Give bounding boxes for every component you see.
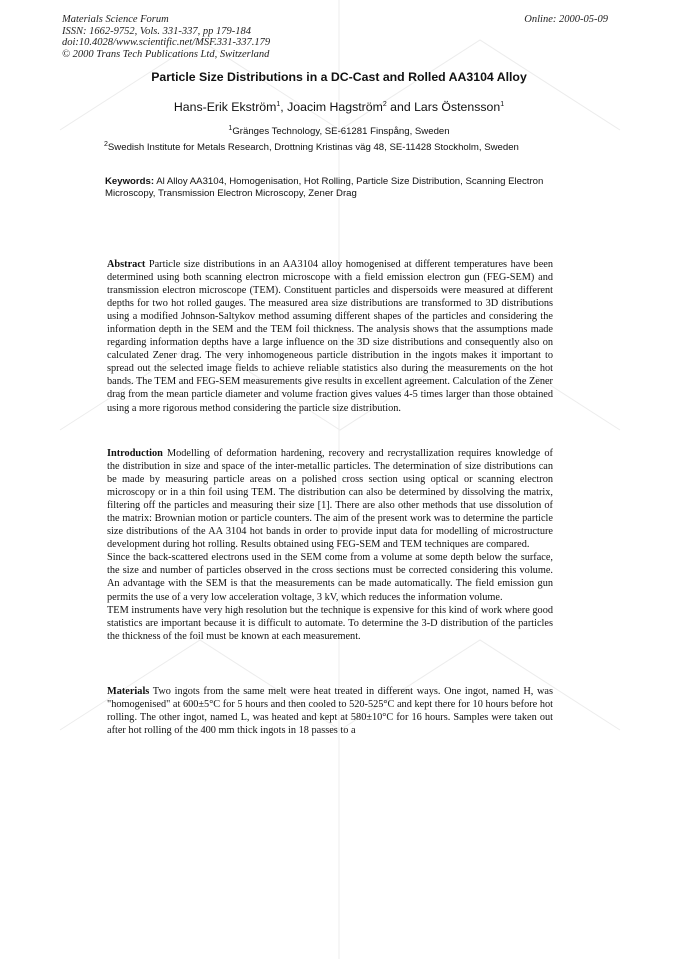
affiliation-1 [0, 126, 678, 137]
keywords-text: Al Alloy AA3104, Homogenisation, Hot Rolling, Particle Size Distribution, Scanning Electron Microscopy, Transmission Electron Microscopy, Zener Drag [105, 176, 544, 200]
paper-title: Particle Size Distributions in a DC-Cast and Rolled AA3104 Alloy [151, 70, 527, 84]
materials-text: Two ingots from the same melt were heat treated in different ways. One ingot, named H, was "homogenised" at 600±5°C for 5 hours and then cooled to 520-525°C and kept there for 10 hours before hot rolling. The other ingot, named L, was heated and kept at 580±10°C for 16 hours. Samples were taken out after hot rolling of the 400 mm thick ingots in 18 passes to a [107, 686, 554, 737]
author-name: Hans-Erik Ekström [173, 100, 277, 114]
introduction-paragraph: Since the back-scattered electrons used in the SEM come from a volume at some depth below the surface, the size and number of particles observed in the cross sections must be corrected considering this volume. An advantage with the SEM is that the measurements can be made automatically. The field emission gun permits the use of a very low acceleration voltage, 3 kV, which reduces the information volume. [107, 552, 553, 603]
materials-section [107, 685, 553, 737]
author-separator: , [280, 100, 288, 114]
introduction-section [107, 447, 553, 643]
introduction-paragraph: TEM instruments have very high resolution but the technique is expensive for this kind of work where good statistics are important because it is difficult to automate. To determine the 3-D distribution of the particles the thickness of the foil must be known at each measurement. [107, 604, 553, 642]
online-date: Online: 2000-05-09 [524, 14, 608, 25]
abstract-section [107, 258, 553, 415]
affiliation-2 [104, 142, 664, 153]
copyright-line: © 2000 Trans Tech Publications Ltd, Switzerland [62, 48, 270, 60]
affiliation-mark: 2 [104, 140, 108, 148]
author-affil-mark: 1 [500, 100, 505, 108]
author-list [0, 100, 678, 114]
doi-link[interactable]: doi:10.4028/www.scientific.net/MSF.331-337.179 [62, 37, 271, 49]
journal-name: Materials Science Forum [62, 14, 169, 25]
affiliation-mark: 1 [228, 124, 233, 132]
introduction-heading: Introduction [107, 448, 163, 459]
author-separator: and [386, 100, 415, 114]
author-name: Joacim Hagström [287, 100, 383, 114]
issn-line: ISSN: 1662-9752, Vols. 331-337, pp 179-184 [62, 25, 251, 37]
abstract-heading: Abstract [107, 259, 146, 270]
author-affil-mark: 1 [276, 100, 281, 108]
abstract-text: Particle size distributions in an AA3104 alloy homogenised at different temperatures have been determined using both scanning electron microscope with a field emission electron gun (FEG-SEM) and transmission electron microscope (TEM). Constituent particles and dispersoids were measured at different depths for two hot rolled gauges. The measured area size distributions are transformed to 3D distributions using a modified Johnson-Saltykov method assuming different shapes of the particles and considering the information depth in the SEM and the TEM foil thickness. The analysis shows that the assumptions made regarding information depths have a large influence on the 3D size distributions and consequently also on calculated Zener drag. The very inhomogeneous particle distribution in the ingots makes it important to spread out the selected image fields to achieve reliable statistics also during the measurements on the hot bands. The TEM and FEG-SEM measurements give results in excellent agreement. Calculation of the Zener drag from the mean particle diameter and volume fraction gives values 4-5 times larger than those obtained using a more rigorous method considering the particle size distribution. [107, 259, 553, 414]
citation-block [62, 14, 270, 60]
keywords-block [105, 176, 560, 201]
author-name: Lars Östensson [414, 100, 501, 114]
author-affil-mark: 2 [382, 100, 387, 108]
introduction-paragraph: Modelling of deformation hardening, recovery and recrystallization requires knowledge of the distribution in size and space of the inter-metallic particles. The determination of size distributions can be made by measuring particle areas on a polished cross section using optical or scanning electron microscopy or in a thin foil using TEM. The distribution can also be determined by dissolving the matrix, filtering off the particles and measuring their size [1]. There are also other methods that use dissolution of the matrix: Brownian motion or particle counters. The aim of the present work was to determine the particle size distributions of the AA 3104 hot bands in order to provide input data for modelling of microstructure development during hot rolling. Results obtained using FEG-SEM and TEM techniques are compared. [107, 448, 553, 551]
materials-heading: Materials [107, 686, 150, 697]
affiliation-text: Swedish Institute for Metals Research, Drottning Kristinas väg 48, SE-11428 Stockholm, Sweden [107, 142, 519, 153]
affiliation-text: Gränges Technology, SE-61281 Finspång, Sweden [232, 126, 450, 137]
keywords-label: Keywords: [105, 176, 155, 187]
